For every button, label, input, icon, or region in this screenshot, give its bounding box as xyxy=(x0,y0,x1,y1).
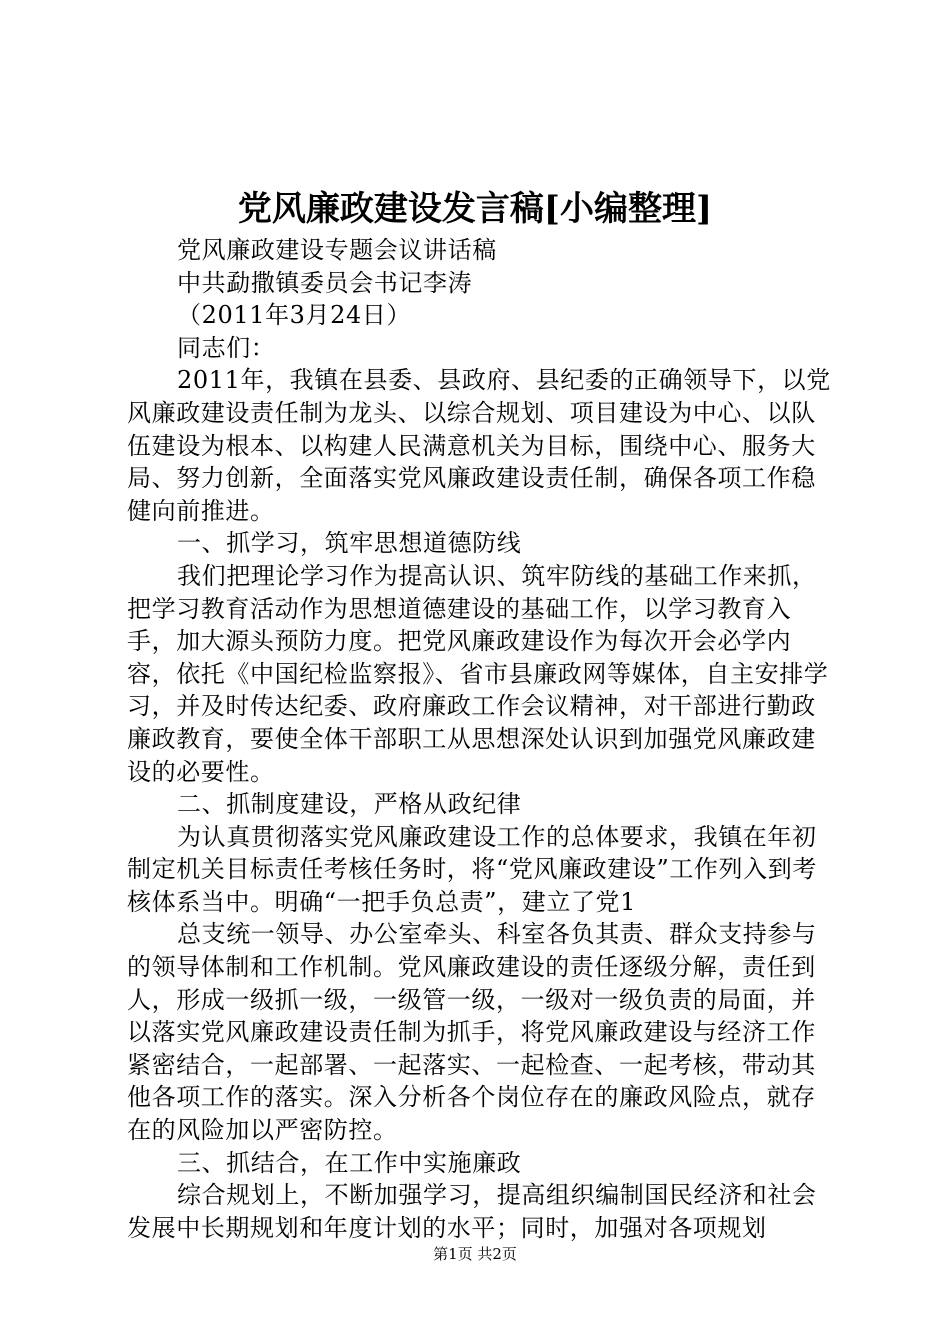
document-body xyxy=(127,234,833,1244)
section-heading-1: 一、抓学习，筑牢思想道德防线 xyxy=(177,529,522,558)
section-heading-2: 二、抓制度建设，严格从政纪律 xyxy=(177,790,522,819)
paragraph-section-2a: 为认真贯彻落实党风廉政建设工作的总体要求，我镇在年初制定机关目标责任考核任务时，将“党风廉政建设”工作列入到考核体系当中。明确“一把手负总责”，建立了党1 xyxy=(127,822,817,916)
paragraph-date: （2011年3月24日） xyxy=(177,301,412,330)
document-title: 党风廉政建设发言稿[小编整理] xyxy=(237,189,713,229)
paragraph-section-1: 我们把理论学习作为提高认识、筑牢防线的基础工作来抓，把学习教育活动作为思想道德建设的基础工作，以学习教育入手，加大源头预防力度。把党风廉政建设作为每次开会必学内容，依托《中国纪检监察报》、省市县廉政网等媒体，自主安排学习，并及时传达纪委、政府廉政工作会议精神，对干部进行勤政廉政教育，要使全体干部职工从思想深处认识到加强党风廉政建设的必要性。 xyxy=(127,561,829,786)
paragraph-intro: 2011年，我镇在县委、县政府、县纪委的正确领导下，以党风廉政建设责任制为龙头、以综合规划、项目建设为中心、以队伍建设为根本、以构建人民满意机关为目标，围绕中心、服务大局、努力创新，全面落实党风廉政建设责任制，确保各项工作稳健向前推进。 xyxy=(127,366,831,525)
paragraph-subtitle: 党风廉政建设专题会议讲话稿 xyxy=(177,236,497,264)
paragraph-author: 中共勐撒镇委员会书记李涛 xyxy=(177,268,473,297)
section-heading-3: 三、抓结合，在工作中实施廉政 xyxy=(177,1148,522,1177)
paragraph-section-2b: 总支统一领导、办公室牵头、科室各负其责、群众支持参与的领导体制和工作机制。党风廉政建设的责任逐级分解，责任到人，形成一级抓一级，一级管一级，一级对一级负责的局面，并以落实党风廉政建设责任制为抓手，将党风廉政建设与经济工作紧密结合，一起部署、一起落实、一起检查、一起考核，带动其他各项工作的落实。深入分析各个岗位存在的廉政风险点，就存在的风险加以严密防控。 xyxy=(127,920,817,1145)
paragraph-salutation: 同志们： xyxy=(177,333,276,362)
paragraph-section-3: 综合规划上，不断加强学习，提高组织编制国民经济和社会发展中长期规划和年度计划的水平；同时，加强对各项规划 xyxy=(127,1181,817,1242)
page-number-footer: 第1页 共2页 xyxy=(433,1245,517,1263)
